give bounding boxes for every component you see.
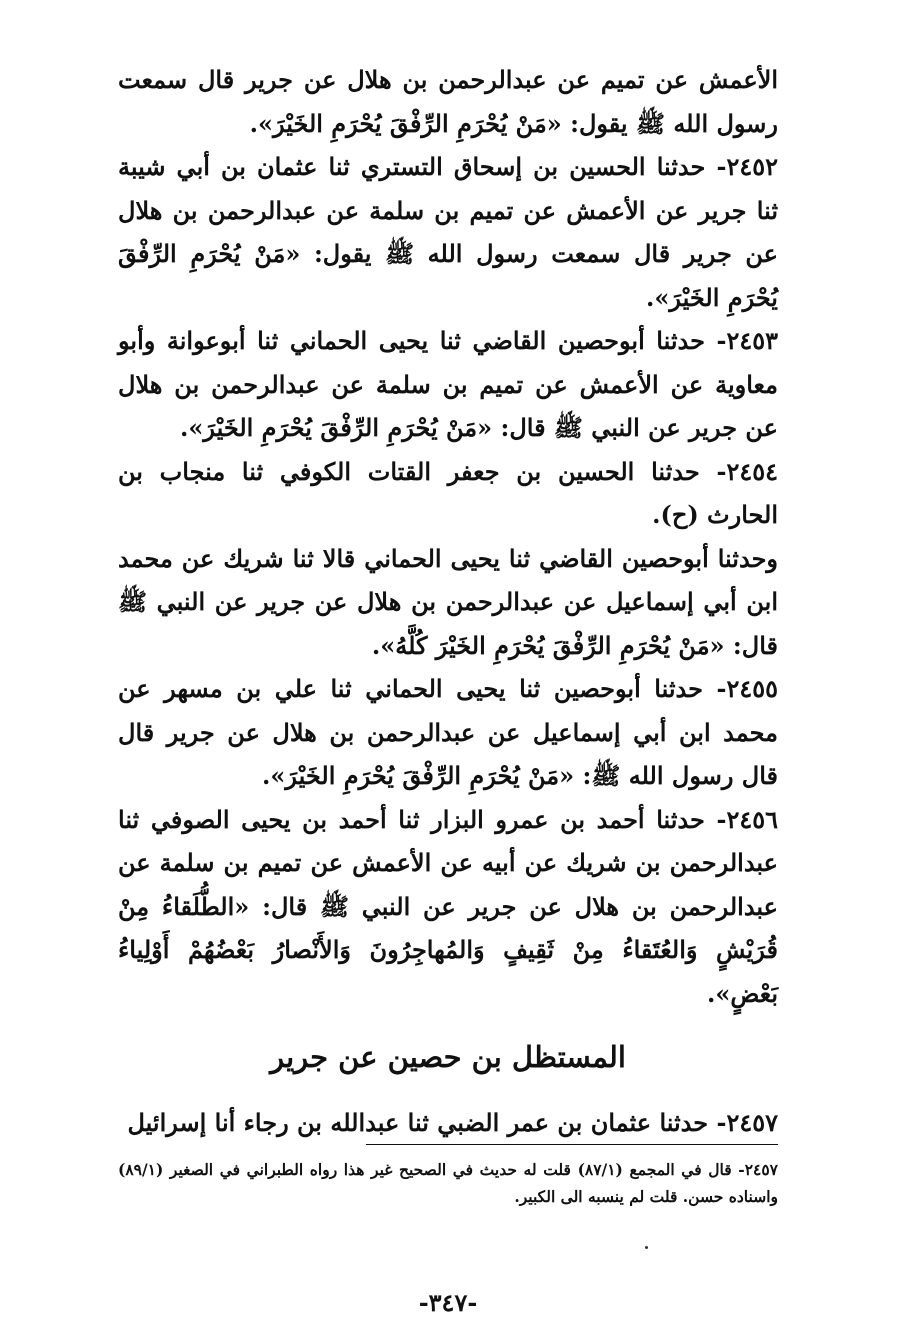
footnote-divider — [366, 1144, 778, 1145]
hadith-2456: ٢٤٥٦- حدثنا أحمد بن عمرو البزار ثنا أحمد بن يحيى الصوفي ثنا عبدالرحمن بن شريك عن أبيه عن الأعمش عن تميم بن سلمة عن عبدالرحمن بن هلال عن جرير عن النبي ﷺ قال: «الطُّلَقاءُ مِنْ قُرَيْشٍ وَالعُتَقاءُ مِنْ ثَقِيفٍ وَالمُهاجِرُونَ وَالأَنْصارُ بَعْضُهُمْ أَوْلِياءُ بَعْضٍ». — [118, 804, 778, 1008]
section-title: المستظل بن حصين عن جرير — [270, 1040, 626, 1074]
ink-speck — [645, 1246, 648, 1249]
hadith-2452: ٢٤٥٢- حدثنا الحسين بن إسحاق التستري ثنا عثمان بن أبي شيبة ثنا جرير عن الأعمش عن تميم بن سلمة عن عبدالرحمن بن هلال عن جرير قال سمعت رسول الله ﷺ يقول: «مَنْ يُحْرَمِ الرِّفْقَ يُحْرَمِ الخَيْرَ». — [118, 152, 778, 312]
hadith-2457: ٢٤٥٧- حدثنا عثمان بن عمر الضبي ثنا عبدالله بن رجاء أنا إسرائيل — [127, 1108, 778, 1137]
document-page — [118, 58, 778, 1318]
page-number: -٣٤٧- — [418, 1288, 478, 1317]
hadith-2455: ٢٤٥٥- حدثنا أبوحصين ثنا يحيى الحماني ثنا علي بن مسهر عن محمد ابن أبي إسماعيل عن عبدالرحمن بن هلال عن جرير قال قال رسول الله ﷺ: «مَنْ يُحْرَمِ الرِّفْقَ يُحْرَمِ الخَيْرَ». — [118, 674, 778, 790]
hadith-2454-second-chain: وحدثنا أبوحصين القاضي ثنا يحيى الحماني قالا ثنا شريك عن محمد ابن أبي إسماعيل عن عبدالرحمن بن هلال عن جرير عن النبي ﷺ قال: «مَنْ يُحْرَمِ الرِّفْقَ يُحْرَمِ الخَيْرَ كُلَّهُ». — [118, 543, 778, 660]
hadith-2454: ٢٤٥٤- حدثنا الحسين بن جعفر القتات الكوفي ثنا منجاب بن الحارث (ح). — [118, 456, 778, 529]
footnote: ٢٤٥٧- قال في المجمع (٨٧/١) قلت له حديث في الصحيح غير هذا رواه الطبراني في الصغير (٨٩/١) واسناده حسن. قلت لم ينسبه الى الكبير. — [118, 1160, 779, 1206]
paragraph-continuation: الأعمش عن تميم عن عبدالرحمن بن هلال عن جرير قال سمعت رسول الله ﷺ يقول: «مَنْ يُحْرَمِ الرِّفْقَ يُحْرَمِ الخَيْرَ». — [118, 65, 778, 138]
hadith-2453: ٢٤٥٣- حدثنا أبوحصين القاضي ثنا يحيى الحماني ثنا أبوعوانة وأبو معاوية عن الأعمش عن تميم بن سلمة عن عبدالرحمن بن هلال عن جرير عن النبي ﷺ قال: «مَنْ يُحْرَمِ الرِّفْقَ يُحْرَمِ الخَيْرَ». — [118, 326, 778, 442]
